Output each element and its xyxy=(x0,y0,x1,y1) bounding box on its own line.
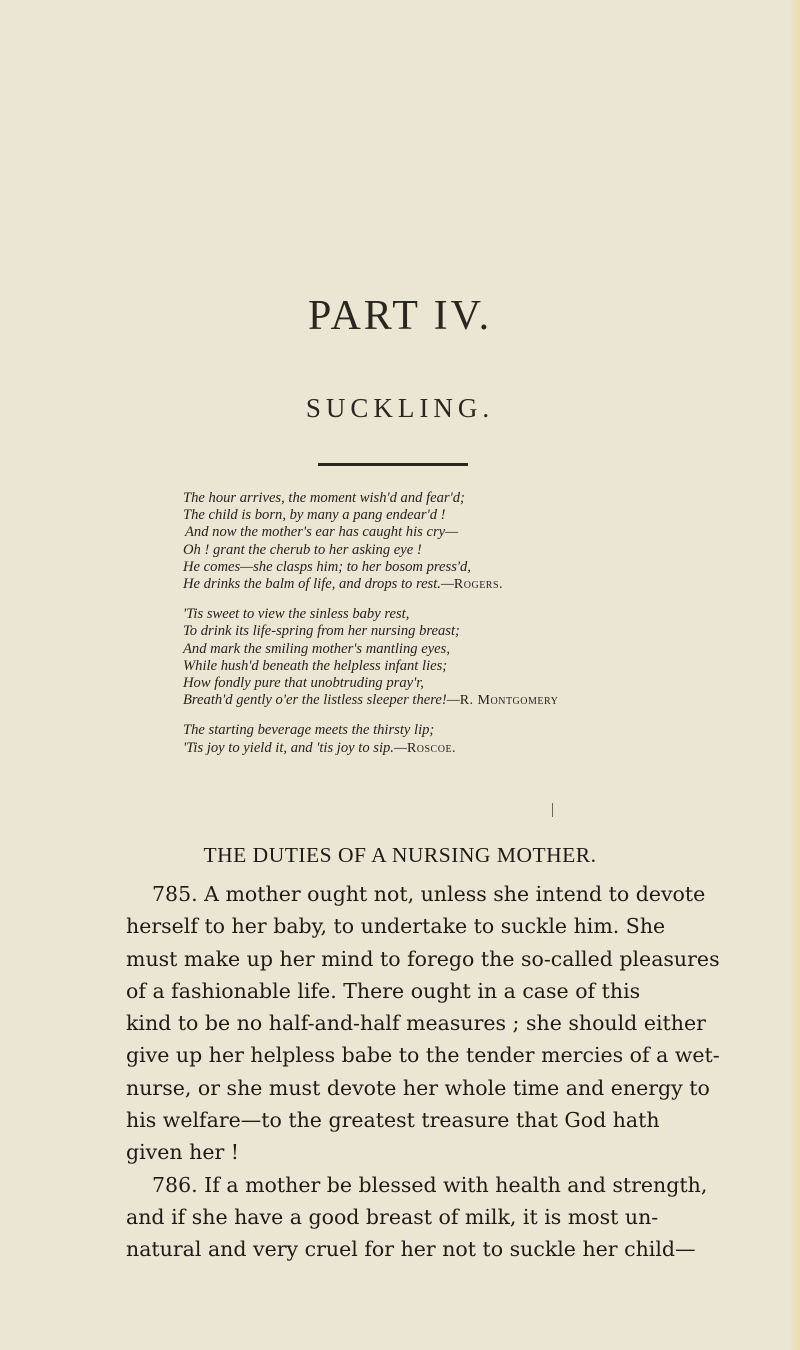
epigraph-author: R. Montgomery xyxy=(459,693,559,709)
text-line: nurse, or she must devote her whole time and energy to xyxy=(126,1075,710,1100)
verse-line: How fondly pure that unobtruding pray'r, xyxy=(183,675,424,692)
verse-text: He drinks the balm of life, and drops to rest.— xyxy=(183,576,454,593)
verse-text: 'Tis joy to yield it, and 'tis joy to sip.— xyxy=(183,739,407,756)
line-text: A mother ought not, unless she intend to devote xyxy=(197,882,706,906)
paragraph-786 xyxy=(126,1169,708,1266)
divider-mark xyxy=(552,803,553,817)
text-line: natural and very cruel for her not to suckle her child— xyxy=(126,1237,696,1262)
title-rule xyxy=(318,463,468,466)
epigraph-rogers xyxy=(183,490,663,593)
text-line xyxy=(126,878,706,910)
verse-line: The starting beverage meets the thirsty lip; xyxy=(183,722,435,739)
verse-line: And now the mother's ear has caught his cry— xyxy=(185,524,459,541)
paragraph-number: 786. xyxy=(152,1172,198,1197)
verse-line-attributed xyxy=(183,740,663,757)
section-title: SUCKLING. xyxy=(305,393,495,423)
verse-line-attributed xyxy=(183,692,663,709)
text-line: give up her helpless babe to the tender mercies of a wet- xyxy=(126,1043,720,1068)
verse-line: The child is born, by many a pang endear'd ! xyxy=(183,507,446,524)
text-line: of a fashionable life. There ought in a case of this xyxy=(126,978,641,1003)
paragraph-number: 785. xyxy=(152,882,198,906)
text-line xyxy=(126,1169,708,1201)
verse-line: The hour arrives, the moment wish'd and fear'd; xyxy=(183,490,465,506)
line-text: If a mother be blessed with health and strength, xyxy=(197,1172,708,1197)
verse-line: While hush'd beneath the helpless infant lies; xyxy=(183,657,448,674)
text-line: and if she have a good breast of milk, it is most un- xyxy=(126,1204,659,1229)
epigraph-montgomery xyxy=(183,606,663,709)
verse-line: And mark the smiling mother's mantling eyes, xyxy=(183,640,450,657)
text-line: must make up her mind to forego the so-called pleasures xyxy=(126,946,720,971)
epigraphs xyxy=(183,490,663,770)
text-line: herself to her baby, to undertake to suckle him. She xyxy=(126,914,666,939)
body-text xyxy=(126,878,720,1266)
verse-line: 'Tis sweet to view the sinless baby rest, xyxy=(183,606,410,623)
epigraph-author: Rogers. xyxy=(453,577,504,593)
epigraph-author: Roscoe. xyxy=(406,740,457,756)
verse-line-attributed xyxy=(183,576,663,593)
text-line: his welfare—to the greatest treasure that God hath xyxy=(126,1108,660,1133)
paragraph-785 xyxy=(126,878,720,1169)
verse-line: Oh ! grant the cherub to her asking eye ! xyxy=(183,541,422,558)
chapter-heading: THE DUTIES OF A NURSING MOTHER. xyxy=(203,843,597,867)
epigraph-roscoe xyxy=(183,722,663,756)
verse-line: He comes—she clasps him; to her bosom press'd, xyxy=(183,558,471,575)
verse-line: To drink its life-spring from her nursing breast; xyxy=(183,623,460,640)
part-title: PART IV. xyxy=(307,293,493,339)
verse-text: Breath'd gently o'er the listless sleeper there!— xyxy=(183,692,460,709)
page-edge xyxy=(788,0,800,1350)
text-line: given her ! xyxy=(126,1140,240,1165)
text-line: kind to be no half-and-half measures ; she should either xyxy=(126,1011,706,1036)
